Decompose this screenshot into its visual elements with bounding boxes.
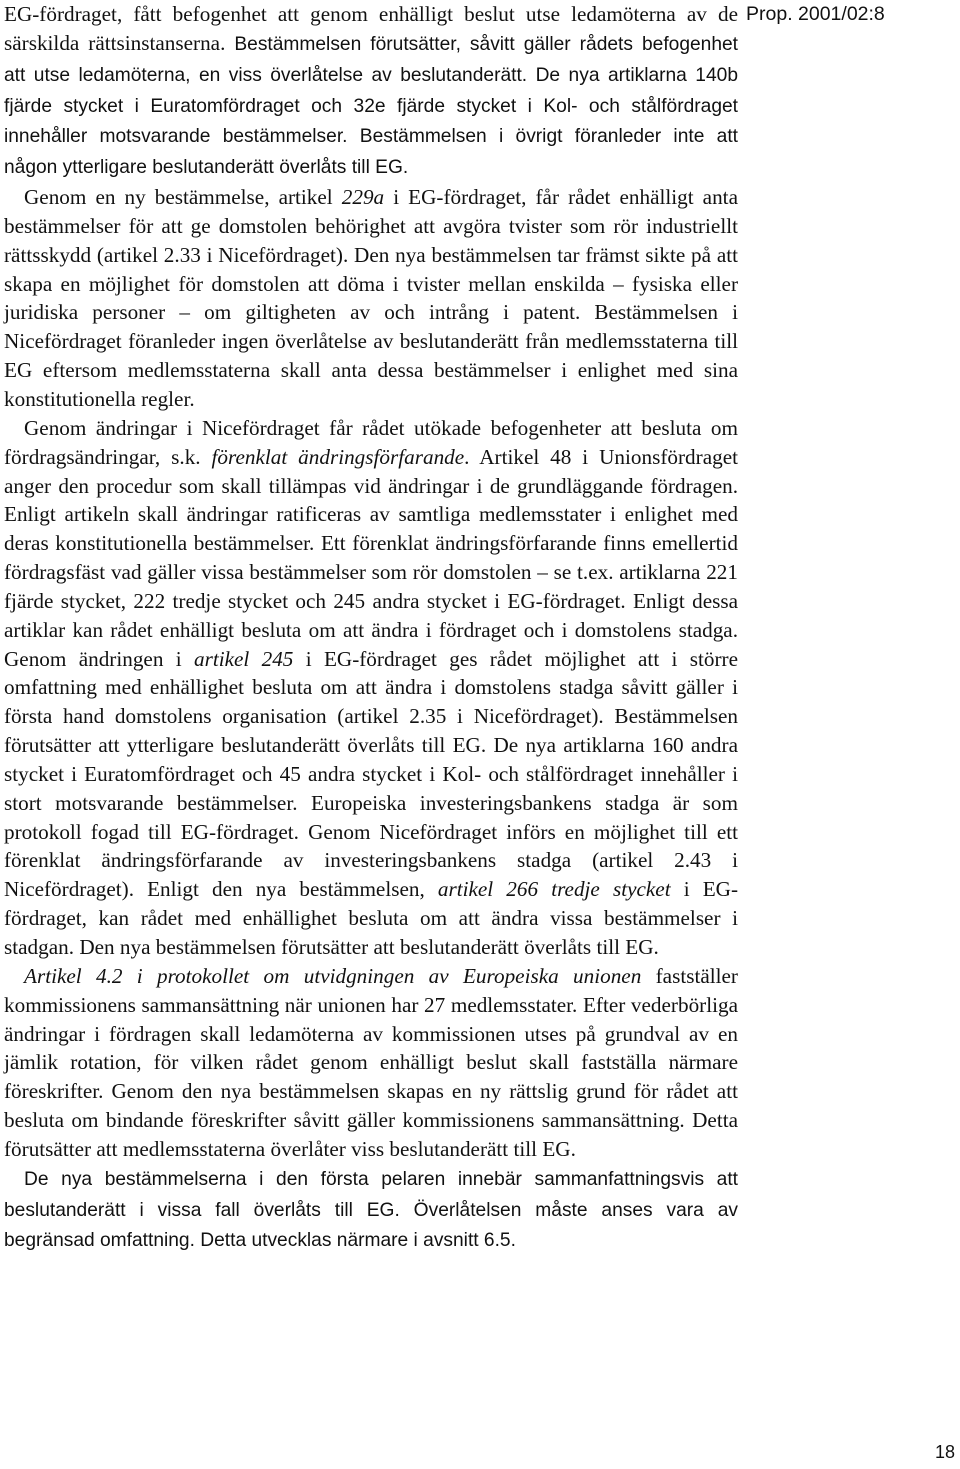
text-segment: artikel 266 tredje stycket <box>437 877 671 902</box>
text-segment: i EG-fördraget, får rådet enhälligt anta bestämmelser för att ge domstolen behörighet att avgöra tvister som rör industriellt rättsskydd (artikel 2.33 i Nicefördraget). Den nya bestämmelsen tar främst sikte på att skapa en möjlighet för domstolen att döma i tvister mellan enskilda – fysiska eller juridiska personer – om giltigheten av och intrång i patent. Bestämmelsen i Nicefördraget föranleder ingen överlåtelse av beslutanderätt från medlemsstaterna till EG eftersom medlemsstaterna skall anta dessa bestämmelser i enlighet med sina konstitutionella regler. <box>4 185 738 411</box>
text-segment: Bestämmelsen förutsätter, såvitt gäller rådets befogenhet att utse ledamöterna, en viss överlåtelse av beslutanderätt. De nya artiklarna 140b fjärde stycket i Euratomfördraget och 32e fjärde stycket i Kol- och stålfördraget innehåller motsvarande bestämmelser. Bestämmelsen i övrigt föranleder inte att någon ytterligare beslutanderätt överlåts till EG. <box>4 33 739 179</box>
text-segment: . Artikel 48 i Unionsfördraget anger den procedur som skall tillämpas vid ändringar i de grundläggande fördragen. Enligt artikeln skall ändringar ratificeras av samtliga medlemsstater i enlighet med deras konstitutionella bestämmelser. Ett förenklat ändringsförfarande finns emellertid fördragsfäst vad gäller vissa bestämmelser som rör domstolen – se t.ex. artiklarna 221 fjärde stycket, 222 tredje stycket och 245 andra stycket i EG-fördraget. Enligt dessa artiklar kan rådet enhälligt besluta om att ändra i fördraget och i domstolens stadga. Genom ändringen i <box>4 444 738 671</box>
text-segment: Genom en ny bestämmelse, artikel <box>24 185 342 210</box>
text-segment: artikel 245 <box>193 646 294 671</box>
paragraph <box>4 0 738 183</box>
page-number: 18 <box>935 1442 956 1462</box>
paragraph <box>4 962 738 1164</box>
text-segment: i EG-fördraget ges rådet möjlighet att i större omfattning med enhällighet besluta om att ändra i domstolens stadga såvitt gäller i första hand domstolens organisation (artikel 2.35 i Nicefördraget). Bestämmelsen förutsätter att ytterligare beslutanderätt överlåts till EG. De nya artiklarna 160 andra stycket i Euratomfördraget och 45 andra stycket i Kol- och stålfördraget innehåller i stort motsvarande bestämmelser. Europeiska investeringsbankens stadga är som protokoll fogad till EG-fördraget. Genom Nicefördraget införs en möjlighet till ett förenklat ändringsförfarande av investeringsbankens stadga (artikel 2.43 i Nicefördraget). Enligt den nya bestämmelsen, <box>4 646 738 902</box>
document-body <box>4 0 738 1256</box>
text-segment: De nya bestämmelserna i den första pelaren innebär sammanfattningsvis att beslutanderätt i vissa fall överlåts till EG. Överlåtelsen måste anses vara av begränsad omfattning. Detta utvecklas närmare i avsnitt 6.5. <box>4 1168 738 1252</box>
text-segment: i EG-fördraget, kan rådet med enhällighet besluta om att ändra vissa bestämmelser i stadgan. Den nya bestämmelsen förutsätter att beslutanderätt överlåts till EG. <box>4 877 738 959</box>
text-segment: EG-fördraget, fått befogenhet att genom enhälligt beslut utse ledamöterna av de särskilda rättsinstanserna. <box>4 2 738 55</box>
text-segment: Artikel 4.2 i protokollet om utvidgningen av Europeiska unionen <box>24 963 642 988</box>
text-segment: 229a <box>341 185 385 210</box>
text-segment: förenklat ändringsförfarande <box>211 444 465 469</box>
paragraph <box>4 414 738 962</box>
proposition-reference: Prop. 2001/02:8 <box>746 3 885 25</box>
text-segment: fastställer kommissionens sammansättning när unionen har 27 medlemsstater. Efter vederbörliga ändringar i fördragen skall ledamöterna av kommissionen utses på grundval av en jämlik rotation, för vilken rådet genom enhälligt beslut skall fastställa närmare föreskrifter. Genom den nya bestämmelsen skapas en ny rättslig grund för rådet att besluta om bindande föreskrifter såvitt gäller kommissionens sammansättning. Detta förutsätter att medlemsstaterna överlåter viss beslutanderätt till EG. <box>4 963 738 1161</box>
paragraph <box>4 1164 738 1257</box>
text-segment: Genom ändringar i Nicefördraget får rådet utökade befogenheter att besluta om fördragsändringar, s.k. <box>4 415 738 469</box>
paragraph <box>4 183 738 414</box>
